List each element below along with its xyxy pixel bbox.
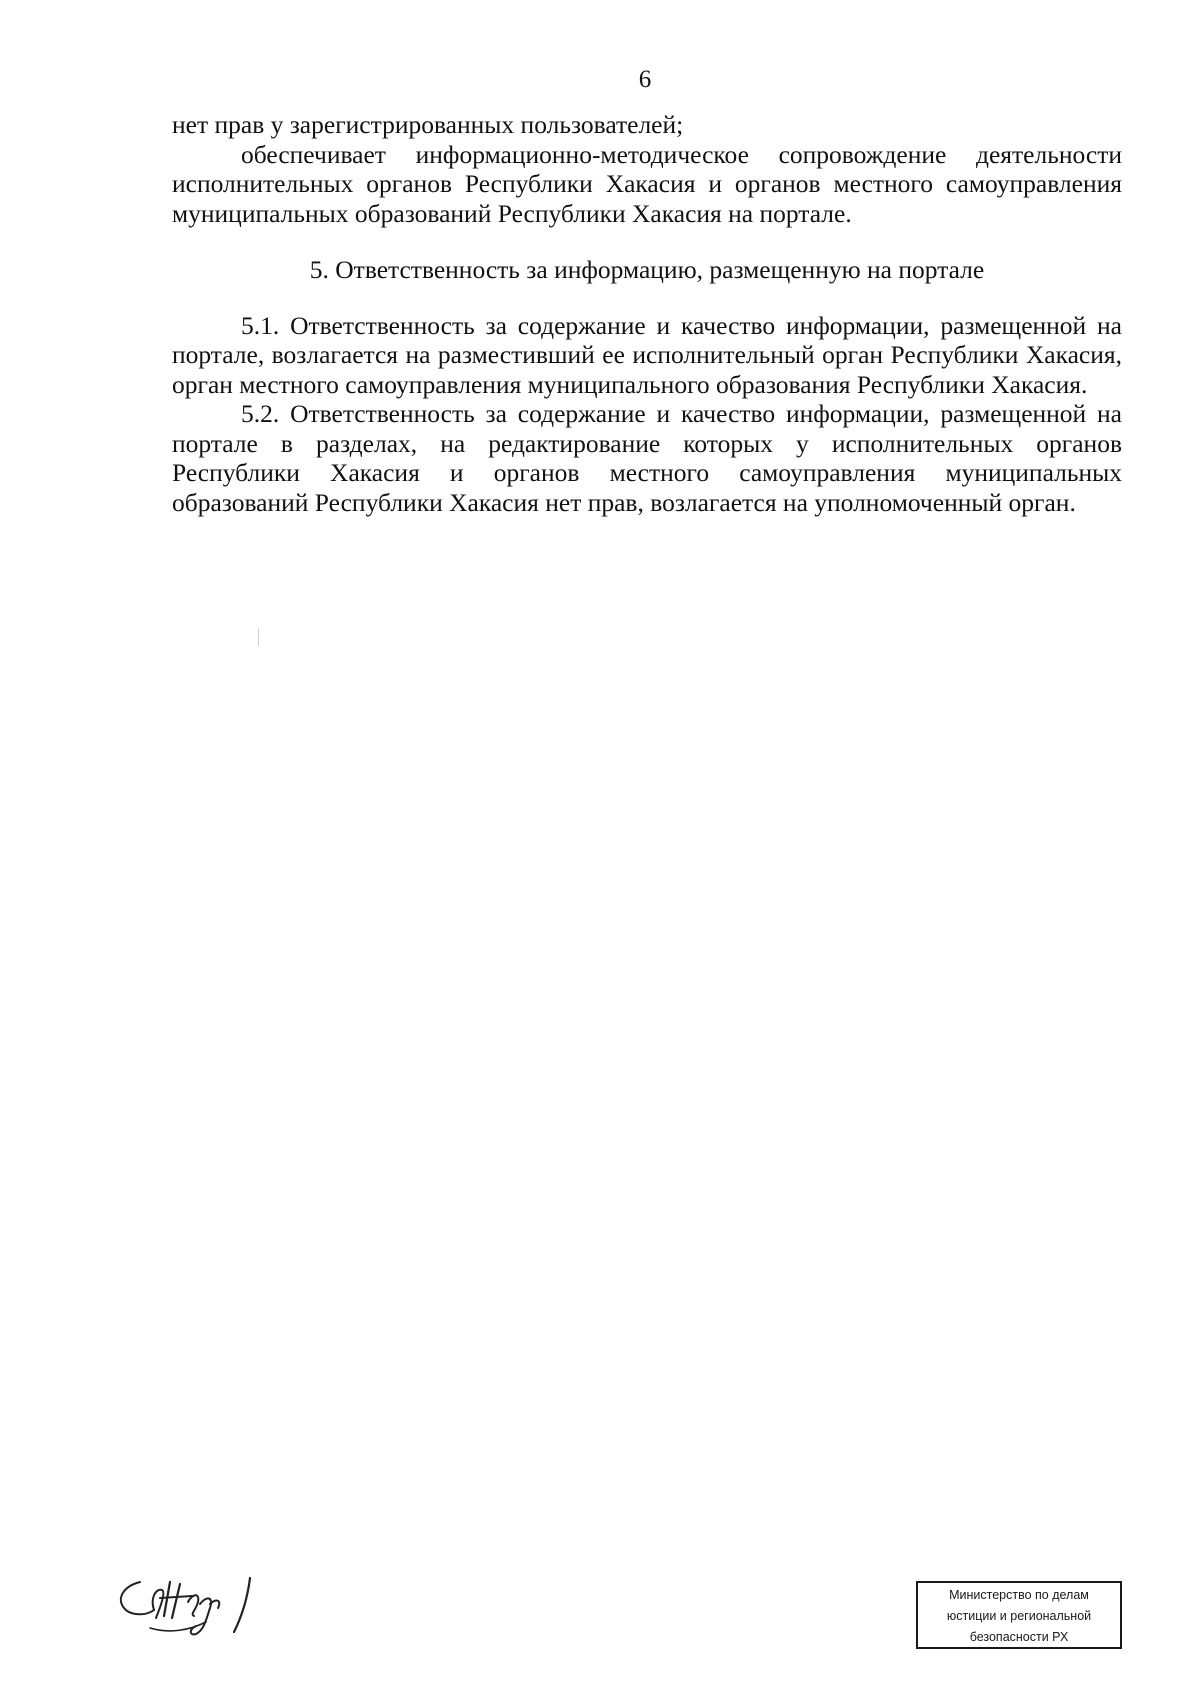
paragraph-5-2: 5.2. Ответственность за содержание и качество информации, размещенной на портале в разделах, на редактирование которых у исполнительных органов Республики Хакасия и органов местного самоуправления муниципальных образований Республики Хакасия нет прав, возлагается на уполномоченный орган. <box>172 399 1122 517</box>
stamp-line-1: Министерство по делам <box>949 1588 1089 1602</box>
paragraph-5-1: 5.1. Ответственность за содержание и качество информации, размещенной на портале, возлагается на разместивший ее исполнительный орган Республики Хакасия, орган местного самоуправления муниципального образования Республики Хакасия. <box>172 310 1122 399</box>
stamp-line-3: безопасности РХ <box>969 1630 1069 1644</box>
page-number: 6 <box>638 66 652 93</box>
scan-mark <box>258 628 259 646</box>
document-body <box>172 110 1122 517</box>
paragraph-continuation: нет прав у зарегистрированных пользователей; <box>172 110 684 139</box>
section-heading: 5. Ответственность за информацию, размещенную на портале <box>309 255 985 284</box>
registration-stamp <box>916 1581 1122 1649</box>
stamp-line-2: юстиции и региональной <box>946 1609 1092 1623</box>
paragraph-support: обеспечивает информационно-методическое сопровождение деятельности исполнительных органов Республики Хакасия и органов местного самоуправления муниципальных образований Республики Хакасия на портале. <box>172 139 1122 228</box>
signature-icon <box>110 1568 270 1640</box>
